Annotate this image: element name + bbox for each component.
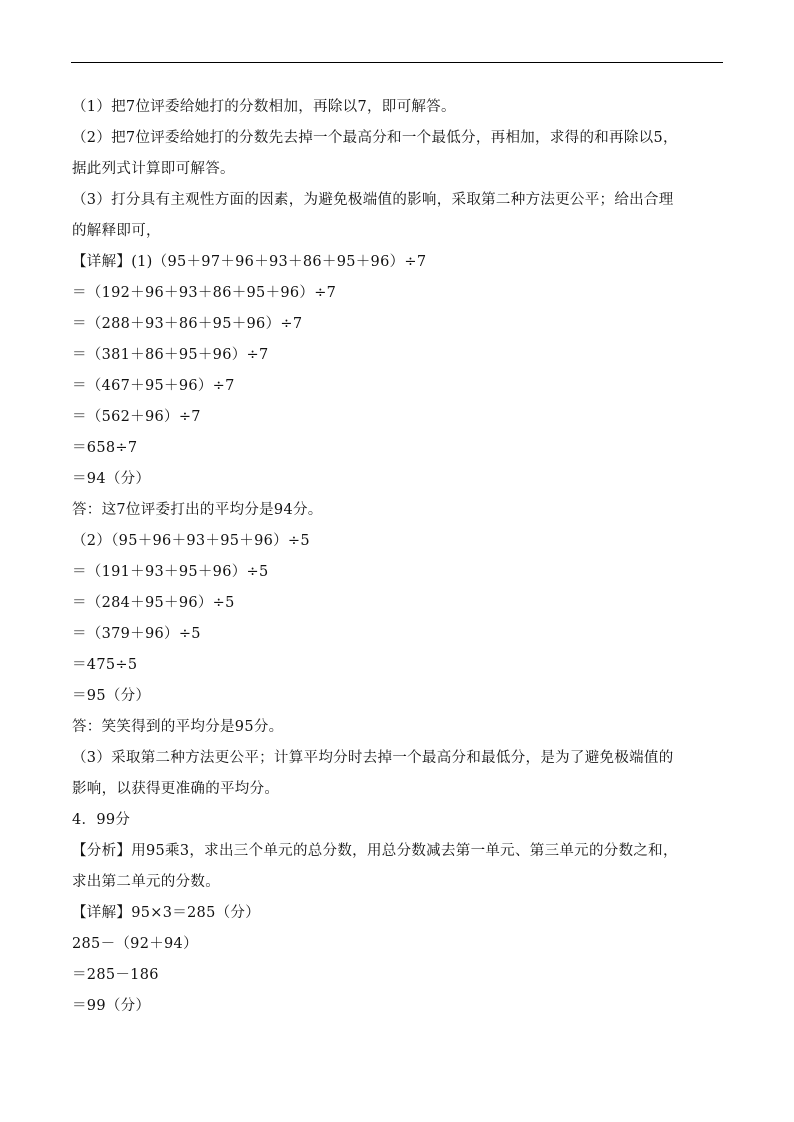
text-line: 据此列式计算即可解答。 [72, 161, 235, 177]
text-line: ＝95（分） [72, 688, 151, 704]
text-line: （2）把7位评委给她打的分数先去掉一个最高分和一个最低分，再相加，求得的和再除以5， [72, 130, 678, 146]
text-line: ＝（467＋95＋96）÷7 [72, 378, 235, 394]
text-line: 【分析】用95乘3，求出三个单元的总分数，用总分数减去第一单元、第三单元的分数之和， [72, 843, 678, 859]
text-line: 答：这7位评委打出的平均分是94分。 [72, 502, 323, 518]
text-line: ＝（379＋96）÷5 [72, 626, 201, 642]
text-line: ＝94（分） [72, 471, 151, 487]
text-line: （1）把7位评委给她打的分数相加，再除以7，即可解答。 [72, 99, 456, 115]
text-line: 【详解】95×3＝285（分） [72, 905, 261, 921]
text-line: 影响，以获得更准确的平均分。 [72, 781, 280, 797]
text-line: （2）（95＋96＋93＋95＋96）÷5 [72, 533, 310, 549]
text-line: 285－（92＋94） [72, 936, 198, 952]
text-line: 【详解】(1)（95＋97＋96＋93＋86＋95＋96）÷7 [72, 254, 427, 270]
text-line: ＝475÷5 [72, 657, 138, 673]
text-line: ＝（284＋95＋96）÷5 [72, 595, 235, 611]
text-line: ＝285－186 [72, 967, 159, 983]
text-line: ＝（562＋96）÷7 [72, 409, 201, 425]
text-line: ＝（192＋96＋93＋86＋95＋96）÷7 [72, 285, 337, 301]
text-line: 求出第二单元的分数。 [72, 874, 220, 890]
text-line: ＝（288＋93＋86＋95＋96）÷7 [72, 316, 303, 332]
text-line: （3）采取第二种方法更公平；计算平均分时去掉一个最高分和最低分，是为了避免极端值的 [72, 750, 674, 766]
text-line: ＝658÷7 [72, 440, 138, 456]
text-line: （3）打分具有主观性方面的因素，为避免极端值的影响，采取第二种方法更公平；给出合理 [72, 192, 674, 208]
document-body [72, 92, 724, 1022]
text-line: ＝（191＋93＋95＋96）÷5 [72, 564, 269, 580]
header-rule [71, 62, 723, 63]
text-line: 4．99分 [72, 812, 131, 828]
text-line: 答：笑笑得到的平均分是95分。 [72, 719, 284, 735]
text-line: 的解释即可， [72, 223, 161, 239]
text-line: ＝（381＋86＋95＋96）÷7 [72, 347, 269, 363]
text-line: ＝99（分） [72, 998, 151, 1014]
